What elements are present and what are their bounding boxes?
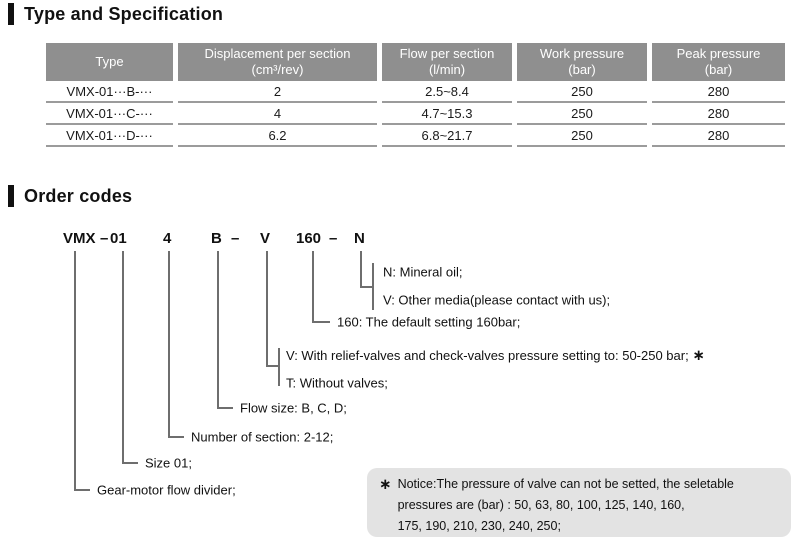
code-pressure: 160 xyxy=(296,230,322,247)
code-dash: – xyxy=(231,230,240,247)
cell-peak-pressure: 280 xyxy=(652,81,785,103)
leader-elbow-model xyxy=(74,489,90,491)
section-header-spec xyxy=(8,3,223,25)
leader-elbow-pressure xyxy=(312,321,330,323)
cell-type: VMX-01···C-··· xyxy=(46,103,173,125)
code-media: N xyxy=(354,230,365,247)
leader-line-valve xyxy=(266,251,268,366)
annotation-flow-size: Flow size: B, C, D; xyxy=(240,400,347,416)
code-valve: V xyxy=(260,230,271,247)
leader-elbow-flow-size xyxy=(217,407,233,409)
leader-line-flow-size xyxy=(217,251,219,408)
annotation-valve-v xyxy=(286,346,705,364)
annotation-media-v: V: Other media(please contact with us); xyxy=(383,292,611,308)
cell-displacement: 6.2 xyxy=(178,125,377,147)
code-dash: – xyxy=(329,230,338,247)
table-row xyxy=(46,125,785,147)
annotation-section-count: Number of section: 2-12; xyxy=(191,429,334,445)
notice-line: pressures are (bar) : 50, 63, 80, 100, 125, 140, 160, xyxy=(397,498,685,512)
annotation-pressure: 160: The default setting 160bar; xyxy=(337,314,521,330)
leader-elbow-media xyxy=(360,286,372,288)
cell-flow: 2.5~8.4 xyxy=(382,81,512,103)
spec-table xyxy=(46,43,785,147)
cell-peak-pressure: 280 xyxy=(652,125,785,147)
cell-peak-pressure: 280 xyxy=(652,103,785,125)
col-header-title: Type xyxy=(95,54,124,69)
annotation-size: Size 01; xyxy=(145,455,192,471)
col-header-unit: (bar) xyxy=(704,62,733,77)
notice-line: 175, 190, 210, 230, 240, 250; xyxy=(397,519,561,533)
notice-line: Notice:The pressure of valve can not be setted, the seletable xyxy=(397,477,734,491)
cell-flow: 4.7~15.3 xyxy=(382,103,512,125)
col-header-work-pressure xyxy=(517,43,647,81)
table-row xyxy=(46,103,785,125)
leader-line-media xyxy=(360,251,362,287)
col-header-type xyxy=(46,43,173,81)
cell-work-pressure: 250 xyxy=(517,103,647,125)
page-title: Type and Specification xyxy=(24,3,224,24)
code-flow-size: B xyxy=(211,230,222,247)
col-header-title: Flow per section xyxy=(399,46,495,61)
section-bar-icon xyxy=(8,185,14,207)
leader-line-section-count xyxy=(168,251,170,437)
leader-elbow-size xyxy=(122,462,138,464)
leader-bracket-media-options xyxy=(372,263,374,310)
leader-elbow-section-count xyxy=(168,436,184,438)
annotation-valve-t: T: Without valves; xyxy=(286,375,388,391)
cell-flow: 6.8~21.7 xyxy=(382,125,512,147)
col-header-displacement xyxy=(178,43,377,81)
cell-displacement: 4 xyxy=(178,103,377,125)
cell-work-pressure: 250 xyxy=(517,81,647,103)
code-section-count: 4 xyxy=(163,230,172,247)
cell-type: VMX-01···B-··· xyxy=(46,81,173,103)
leader-line-size xyxy=(122,251,124,463)
code-dash: – xyxy=(100,230,109,247)
asterisk-icon: ∗ xyxy=(379,476,392,493)
col-header-peak-pressure xyxy=(652,43,785,81)
section-title: Order codes xyxy=(24,185,133,206)
table-row xyxy=(46,81,785,103)
col-header-title: Work pressure xyxy=(539,46,625,61)
notice-text xyxy=(398,474,734,531)
col-header-unit: (l/min) xyxy=(428,62,466,77)
spec-table-header-row xyxy=(46,43,785,81)
col-header-title: Displacement per section xyxy=(204,46,351,61)
col-header-unit: (bar) xyxy=(568,62,596,77)
annotation-model: Gear-motor flow divider; xyxy=(97,482,236,498)
annotation-media-n: N: Mineral oil; xyxy=(383,264,463,280)
leader-line-pressure xyxy=(312,251,314,322)
leader-elbow-valve xyxy=(266,365,278,367)
leader-bracket-valve-options xyxy=(278,348,280,386)
cell-displacement: 2 xyxy=(178,81,377,103)
code-model: VMX xyxy=(63,230,96,247)
col-header-title: Peak pressure xyxy=(676,46,761,61)
annotation-valve-v-text: V: With relief-valves and check-valves pressure setting to: 50-250 bar; xyxy=(286,348,693,363)
cell-type: VMX-01···D-··· xyxy=(46,125,173,147)
section-bar-icon xyxy=(8,3,14,25)
code-size: 01 xyxy=(110,230,127,247)
leader-line-model xyxy=(74,251,76,490)
col-header-unit: (cm³/rev) xyxy=(251,62,304,77)
cell-work-pressure: 250 xyxy=(517,125,647,147)
notice-box xyxy=(367,468,791,537)
col-header-flow xyxy=(382,43,512,81)
asterisk-icon: ∗ xyxy=(692,347,705,364)
section-header-order-codes xyxy=(8,185,132,207)
